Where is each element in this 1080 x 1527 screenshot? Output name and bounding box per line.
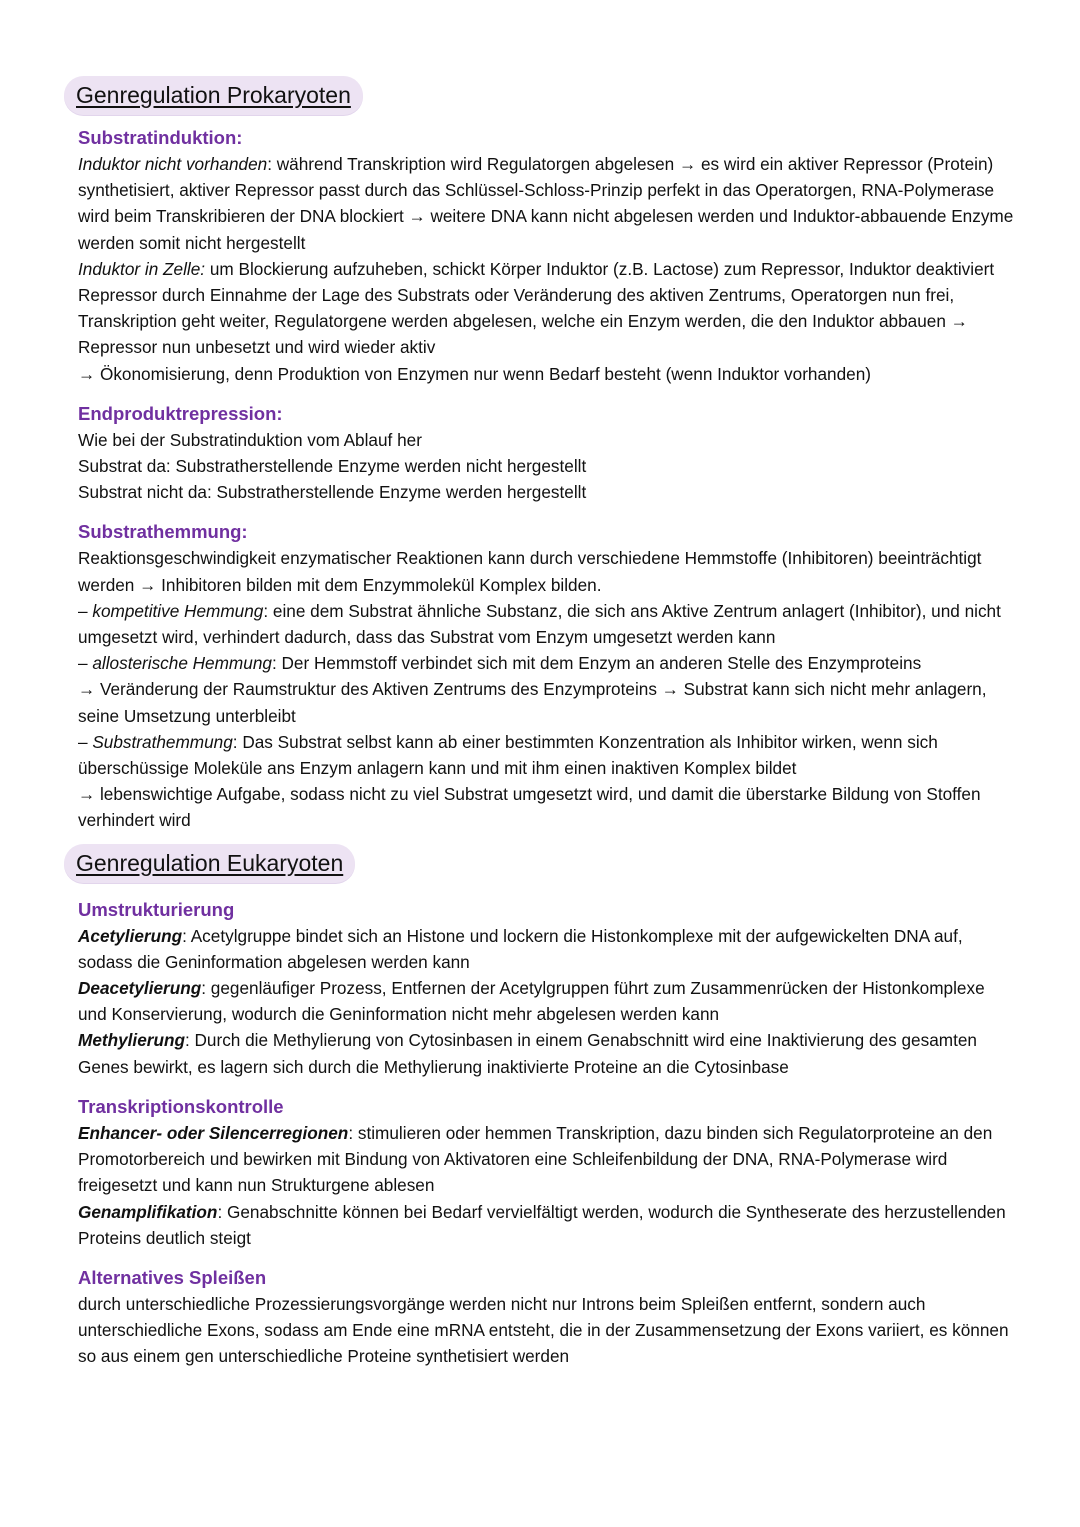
term-induktor-in-zelle: Induktor in Zelle: xyxy=(78,258,206,279)
term-genamplifikation: Genamplifikation xyxy=(78,1201,218,1222)
text-substrathemmung: : Das Substrat selbst kann ab einer bestimmten Konzentration als Inhibitor wirken, wenn sich überschüssige Moleküle ans Enzym anlagern kann und mit ihm einen inaktiven Komplex bildet xyxy=(78,731,938,779)
term-allosterische-hemmung: allosterische Hemmung xyxy=(92,653,272,674)
term-kompetitive-hemmung: kompetitive Hemmung xyxy=(92,600,264,621)
paragraph-methylierung xyxy=(78,1027,1018,1079)
subheading-umstrukturierung: Umstrukturierung xyxy=(78,898,235,920)
paragraph-genamplifikation xyxy=(78,1199,1018,1251)
term-induktor-nicht-vorhanden: Induktor nicht vorhanden xyxy=(78,154,268,174)
paragraph-hemmung-intro: Reaktionsgeschwindigkeit enzymatischer Reaktionen kann durch verschiedene Hemmstoffe (Inhibitoren) beeinträchtigt werden → Inhibitoren bilden mit dem Enzymmolekül Komplex bilden. xyxy=(78,548,982,595)
subheading-substratinduktion: Substratinduktion: xyxy=(78,127,243,148)
line-substrat-da: Substrat da: Substratherstellende Enzyme werden nicht hergestellt xyxy=(78,456,587,477)
dash: – xyxy=(78,600,93,621)
text-enhancer: : stimulieren oder hemmen Transkription, dazu binden sich Regulatorproteine an den Promotorbereich und bewirken mit Bindung von Aktivatoren eine Schleifenbildung der DNA, RNA-Polymerase wird freigesetzt und kann nun Strukturgene ablesen xyxy=(78,1122,993,1196)
term-methylierung: Methylierung xyxy=(78,1030,185,1051)
subheading-endproduktrepression: Endproduktrepression: xyxy=(78,402,283,424)
section-heading-prokaryoten: Genregulation Prokaryoten xyxy=(64,76,363,115)
paragraph-kompetitive-hemmung xyxy=(78,598,1018,650)
paragraph-enhancer xyxy=(78,1120,1018,1199)
term-deacetylierung: Deacetylierung xyxy=(78,978,202,999)
paragraph-acetylierung xyxy=(78,923,1018,975)
dash: – xyxy=(78,653,93,674)
paragraph-deacetylierung xyxy=(78,975,1018,1027)
text-genamplifikation: : Genabschnitte können bei Bedarf vervielfältigt werden, wodurch die Syntheserate des herzustellenden Proteins deutlich steigt xyxy=(78,1201,1006,1248)
line-substrat-nicht-da: Substrat nicht da: Substratherstellende Enzyme werden hergestellt xyxy=(78,482,587,503)
document-page xyxy=(78,76,1018,1370)
paragraph-induktor-nicht-vorhanden xyxy=(78,151,1018,256)
paragraph-substrathemmung xyxy=(78,729,1018,781)
paragraph-substrathemmung-folge: → lebenswichtige Aufgabe, sodass nicht zu viel Substrat umgesetzt wird, und damit die überstarke Bildung von Stoffen verhindert wird xyxy=(78,784,981,831)
paragraph-oekonomisierung: → Ökonomisierung, denn Produktion von Enzymen nur wenn Bedarf besteht (wenn Induktor vorhanden) xyxy=(78,363,871,384)
term-substrathemmung: Substrathemmung xyxy=(92,731,233,752)
dash: – xyxy=(78,731,93,752)
text-methylierung: : Durch die Methylierung von Cytosinbasen in einem Genabschnitt wird eine Inaktivierung des gesamten Genes bewirkt, es lagern sich durch die Methylierung inaktivierte Proteine an die Cytosinbase xyxy=(78,1030,977,1077)
text-acetylierung: : Acetylgruppe bindet sich an Histone und lockern die Histonkomplexe mit der aufgewickelten DNA auf, sodass die Geninformation abgelesen werden kann xyxy=(78,925,963,972)
text-kompetitive-hemmung: : eine dem Substrat ähnliche Substanz, die sich ans Aktive Zentrum anlagert (Inhibitor), und nicht umgesetzt wird, verhindert dadurch, dass das Substrat vom Enzym umgesetzt werden kann xyxy=(78,600,1001,648)
paragraph-induktor-in-zelle xyxy=(78,256,1018,361)
subheading-substrathemmung: Substrathemmung: xyxy=(78,521,248,543)
paragraph-spleissen: durch unterschiedliche Prozessierungsvorgänge werden nicht nur Introns beim Spleißen entfernt, sondern auch unterschiedliche Exons, sodass am Ende eine mRNA entsteht, die in der Zusammensetzung der Exons variiert, es können so aus einem gen unterschiedliche Proteine synthetisiert werden xyxy=(78,1293,1009,1367)
text-induktor-in-zelle: um Blockierung aufzuheben, schickt Körper Induktor (z.B. Lactose) zum Repressor, Induktor deaktiviert Repressor durch Einnahme der Lage des Substrats oder Veränderung des aktiven Zentrums, Operatorgen nun frei, Transkription geht weiter, Regulatorgene werden abgelesen, welche ein Enzym werden, die den Induktor abbauen → Repressor nun unbesetzt und wird wieder aktiv xyxy=(78,258,995,358)
subheading-alternatives-spleissen: Alternatives Spleißen xyxy=(78,1266,267,1288)
text-deacetylierung: : gegenläufiger Prozess, Entfernen der Acetylgruppen führt zum Zusammenrücken der Histonkomplexe und Konservierung, wodurch die Geninformation nicht mehr abgelesen werden kann xyxy=(78,978,985,1025)
subheading-transkriptionskontrolle: Transkriptionskontrolle xyxy=(78,1095,284,1117)
term-enhancer: Enhancer- oder Silencerregionen xyxy=(78,1122,349,1143)
text-allosterische-hemmung: : Der Hemmstoff verbindet sich mit dem Enzym an anderen Stelle des Enzymproteins xyxy=(271,653,922,674)
text-induktor-nicht-vorhanden: : während Transkription wird Regulatorgen abgelesen → es wird ein aktiver Repressor (Protein) synthetisiert, aktiver Repressor passt durch das Schlüssel-Schloss-Prinzip perfekt in das Operatorgen, RNA-Polymerase wird beim Transkribieren der DNA blockiert → weitere DNA kann nicht abgelesen werden und Induktor-abbauende Enzyme werden somit nicht hergestellt xyxy=(78,154,1014,253)
section-heading-eukaryoten: Genregulation Eukaryoten xyxy=(64,844,355,883)
term-acetylierung: Acetylierung xyxy=(78,925,183,946)
paragraph-allosterische-hemmung xyxy=(78,650,1018,676)
line-ablauf: Wie bei der Substratinduktion vom Ablauf her xyxy=(78,429,422,450)
paragraph-allosterische-folge: → Veränderung der Raumstruktur des Aktiven Zentrums des Enzymproteins → Substrat kann sich nicht mehr anlagern, seine Umsetzung unterbleibt xyxy=(78,679,987,726)
